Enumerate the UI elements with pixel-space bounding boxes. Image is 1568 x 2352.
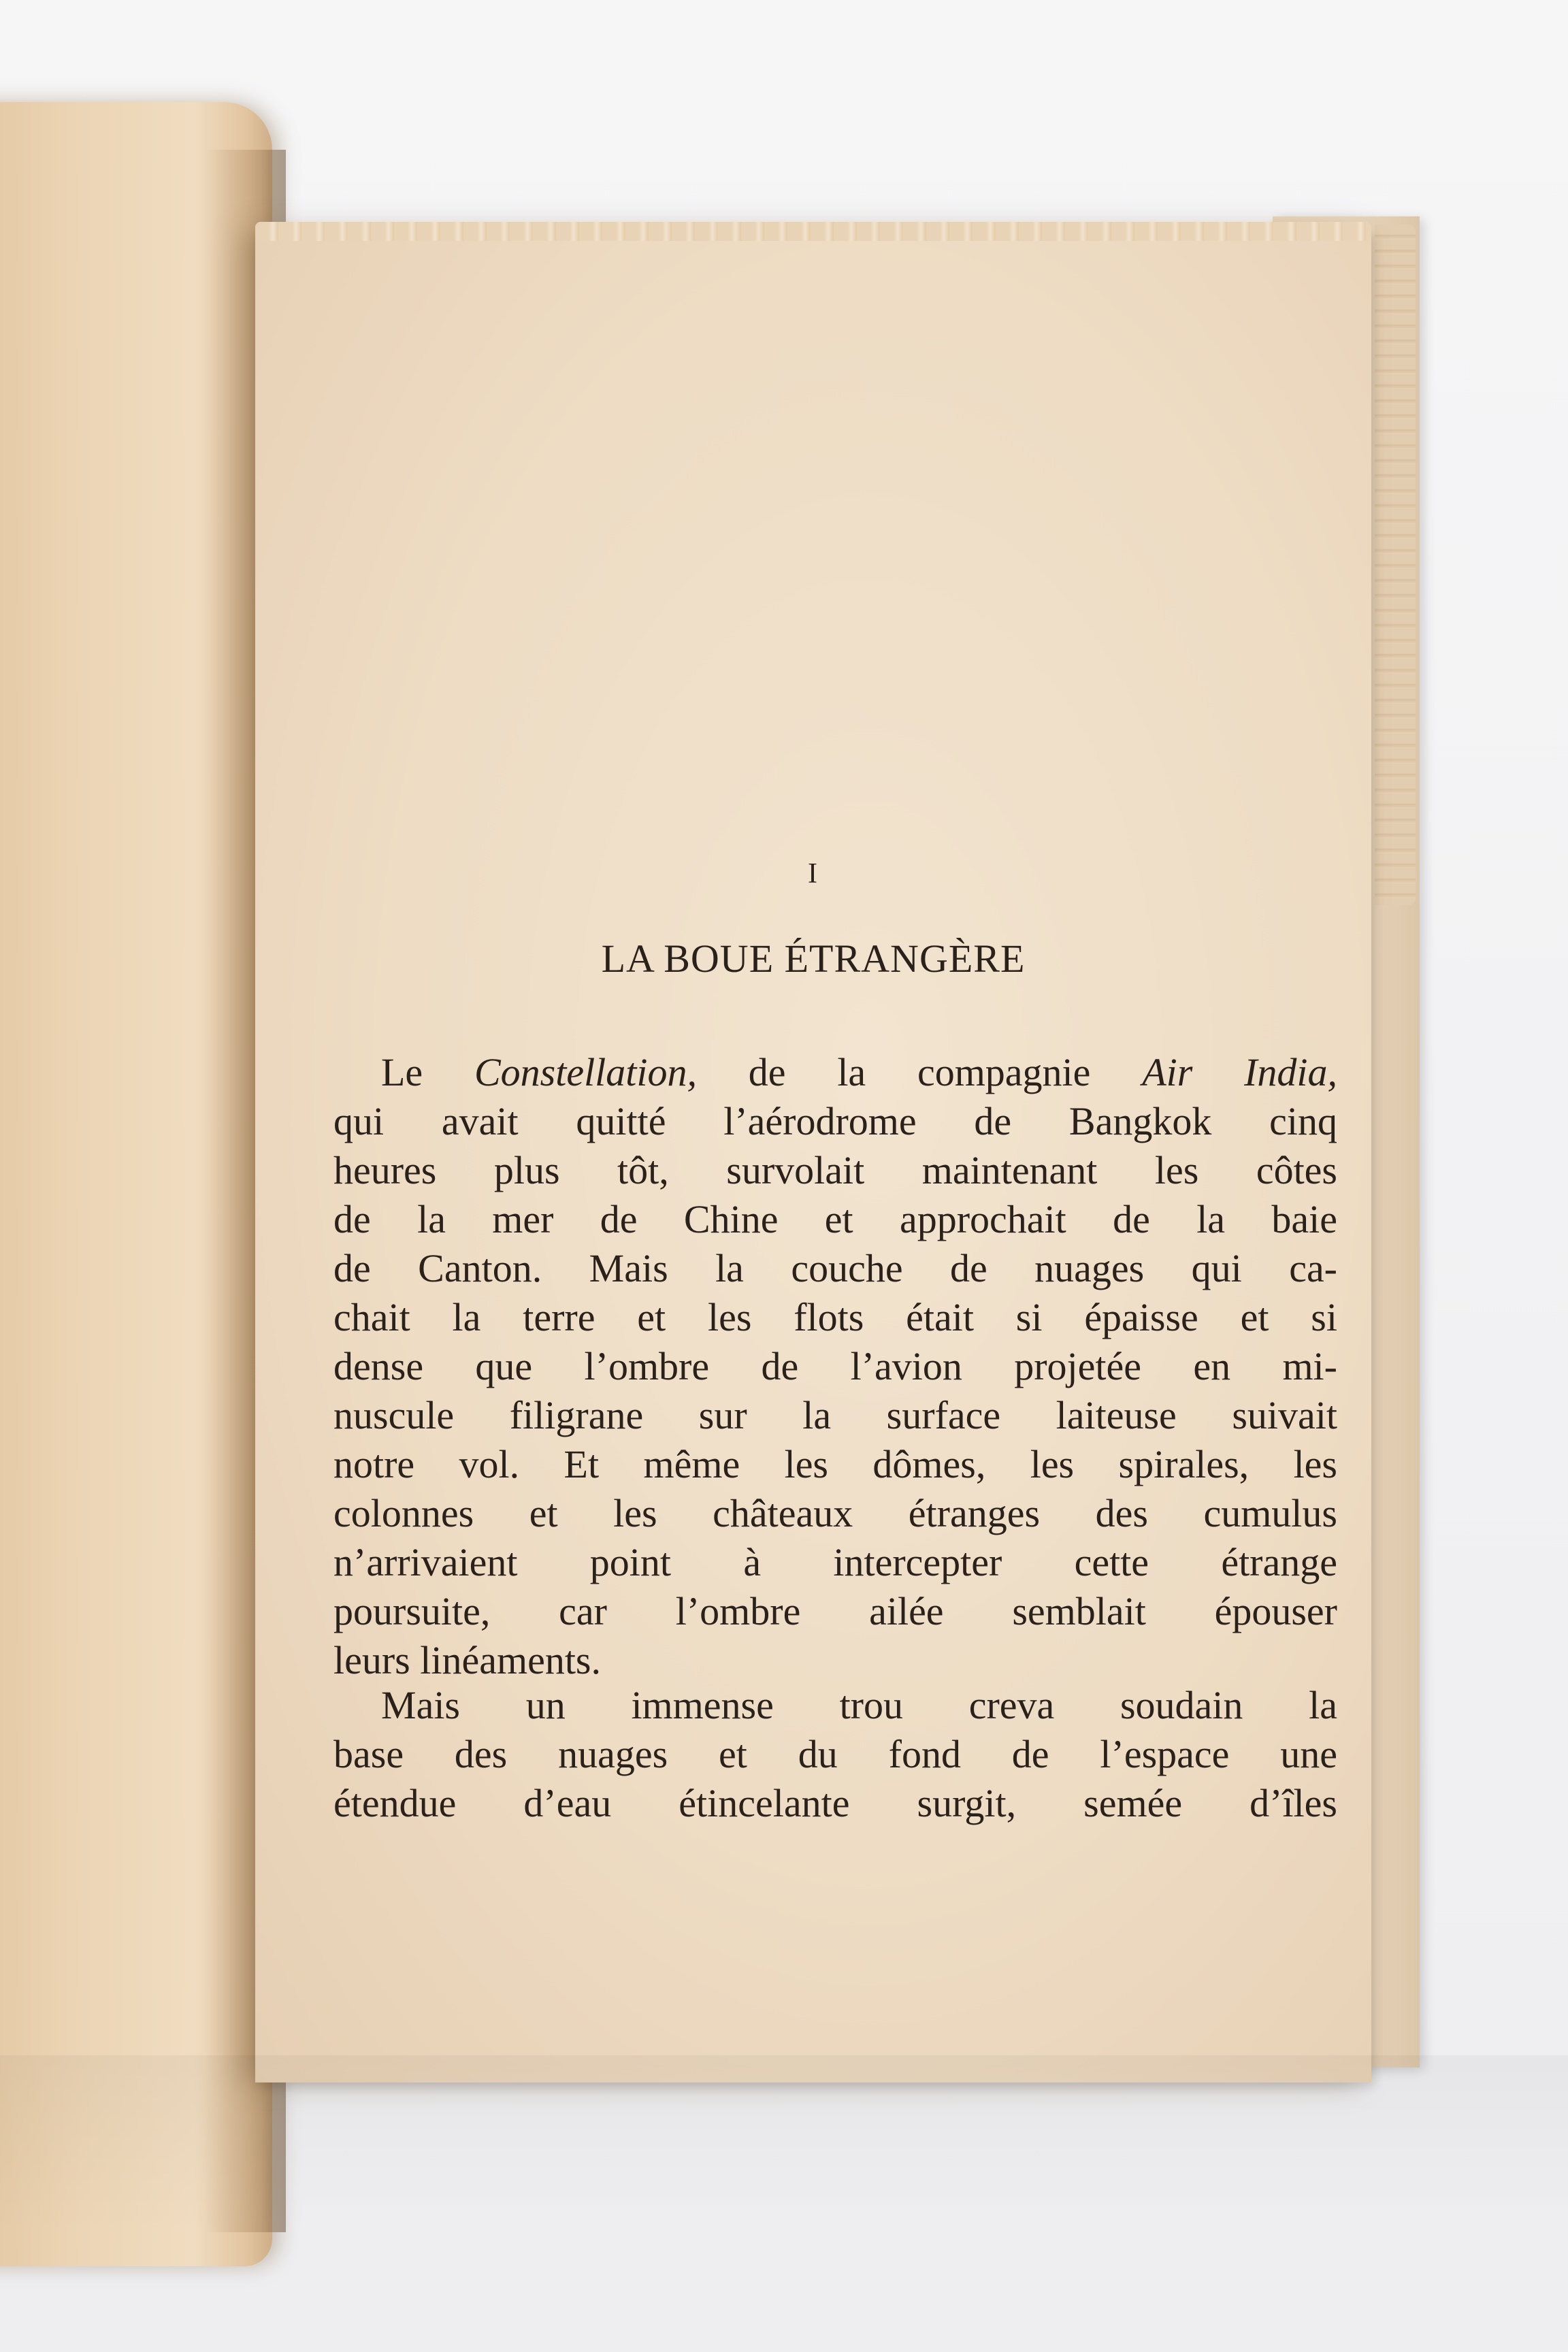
text-line: dense que l’ombre de l’avion projetée en mi- — [333, 1344, 1337, 1388]
text-line: notre vol. Et même les dômes, les spirales, les — [333, 1442, 1337, 1486]
paragraph-2 — [333, 1681, 1337, 1828]
chapter-number: I — [808, 858, 819, 889]
text-line: poursuite, car l’ombre ailée semblait épouser — [333, 1589, 1337, 1633]
text-line: étendue d’eau étincelante surgit, semée d’îles — [333, 1781, 1337, 1825]
page-text — [255, 231, 1371, 2082]
text-run: Mais un immense trou creva soudain la — [381, 1683, 1337, 1727]
paragraph-1 — [333, 1048, 1337, 1685]
text-line: heures plus tôt, survolait maintenant les côtes — [333, 1148, 1337, 1192]
text-line: nuscule filigrane sur la surface laiteuse suivait — [333, 1393, 1337, 1437]
italic-company: Air India, — [1142, 1050, 1338, 1094]
text-run: Le — [381, 1050, 474, 1094]
deckled-page-edge — [1375, 225, 1416, 905]
text-line: de Canton. Mais la couche de nuages qui ca- — [333, 1246, 1337, 1290]
text-run: de la compagnie — [697, 1050, 1143, 1094]
text-line — [333, 1681, 1337, 1730]
right-page — [255, 231, 1371, 2082]
text-line: colonnes et les châteaux étranges des cumulus — [333, 1491, 1337, 1535]
text-line: n’arrivaient point à intercepter cette étrange — [333, 1540, 1337, 1584]
text-line — [333, 1048, 1337, 1097]
text-line: de la mer de Chine et approchait de la baie — [333, 1197, 1337, 1241]
chapter-title: LA BOUE ÉTRANGÈRE — [601, 936, 1026, 981]
text-line: qui avait quitté l’aérodrome de Bangkok cinq — [333, 1099, 1337, 1143]
text-line: chait la terre et les flots était si épaisse et si — [333, 1295, 1337, 1339]
surface-shadow — [0, 2055, 1568, 2352]
italic-title: Constellation, — [474, 1050, 698, 1094]
text-line: base des nuages et du fond de l’espace une — [333, 1732, 1337, 1776]
text-line: leurs linéaments. — [333, 1638, 602, 1682]
